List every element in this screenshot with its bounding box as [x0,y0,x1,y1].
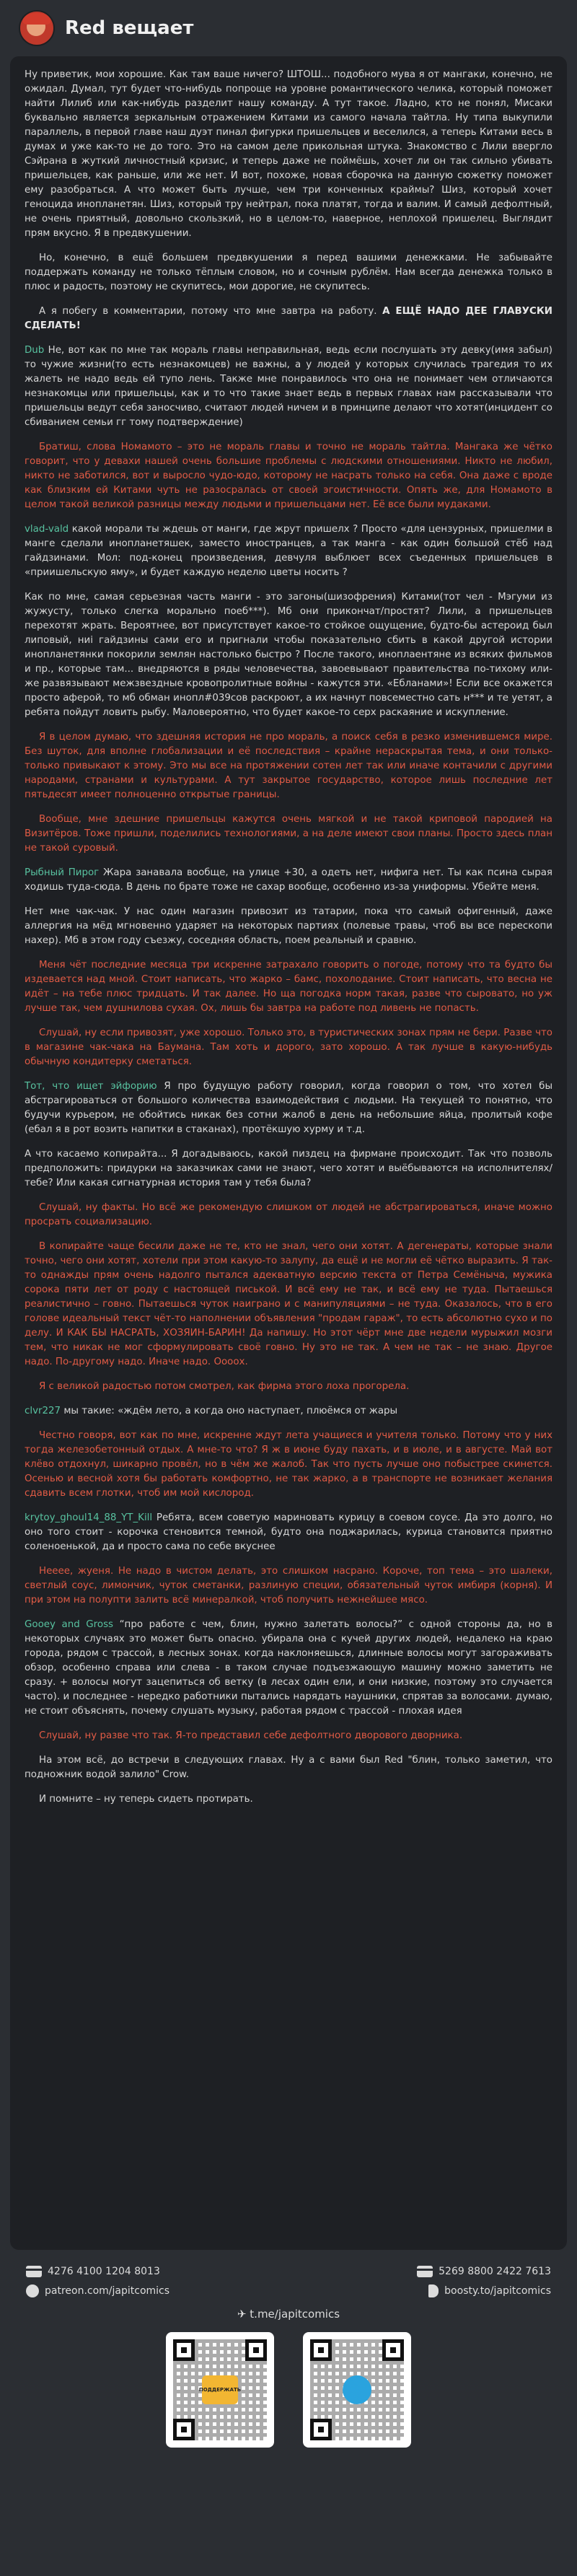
reply-gooey: Слушай, ну разве что так. Я-то представил себе дефолтного дворового дворника. [39,1730,463,1741]
reply-fish-pie-1: Меня чёт последние месяца три искренне затрахало говорить о погоде, потому что та будто бы издевается над мной. Стоит написать, что жарко – бамс, похолодание. Стоит написать, что весна не идёт – на тебе плюс тридцать. И так далее. Но ща погодка норм такая, разве что сыровато, но уж лучше так, чем душнилова сухая. Ох, лишь бы завтра на работе под ливень не попасть. [25,960,552,1014]
reply-krytoy: Нееее, жуеня. Не надо в чистом делать, это слишком насрано. Короче, топ тема – это шалеки, светлый соус, лимончик, чуток сметанки, разлиную специи, обязательный чуток имбиря (корня). И при этом на полупти залить всё минералкой, чтоб получить нежнейшее мясо. [25,1566,552,1605]
commenter-name[interactable]: Рыбный Пирог [25,867,100,878]
patreon-icon [26,2284,39,2297]
channel-title: Red вещает [65,17,194,39]
comment-euphoria [25,1079,552,1137]
post-outro-2: И помните – ну теперь сидеть протирать. [39,1794,253,1805]
comment-vlad-vald [25,522,552,580]
bank-card-icon [26,2266,42,2277]
boosty-link[interactable] [428,2284,551,2297]
comments-intro-shout: А ЕЩЁ НАДО ДЕЕ ГЛАВУСКИ СДЕЛАТЬ! [25,306,552,331]
channel-header [0,0,577,56]
post-intro: Ну приветик, мои хорошие. Как там ваше ничего? ШТОШ... подобного мува я от мангаки, конечно, не ожидал. Думал, тут будет что-нибудь попроще на уровне романтического челика, который поможет найти Лилиб или как-нибудь разделит нашу команду. А тут такое. Ладно, кто не понял, Мисаки буквально является зеркальным отражением Китами из самого начала тайтла. Ну типа выкупили параллель, в первой главе наш дуэт пинал фигурки пришельцев и веселился, а теперь Китами весь в думах и уже как-то не до того. Это на самом деле прикольная штука. Знакомство с Лили ввергло Сэйрана в жуткий личностный кризис, и теперь даже не поймёшь, хочет ли он так сильно убивать пришельцев, как раньше, или же нет. И вот, похоже, новая сборочка на данную сюжетку поможет ему разобраться. А что может быть лучше, чем три конченных краймы? Шиз, который хочет геноцида инопланетян. Шиз, который тру нейтрал, пока платят, тогда и валим. И самый дефолтный, не очень приятный, довольно скользкий, но в целом-то, наверное, неплохой пришелец. Выглядит прям вкусно. Я в предвкушении. [25,69,552,239]
comment-gooey [25,1618,552,1719]
support-footer [26,2266,551,2448]
post-card [10,56,567,2250]
reply-fish-pie-2: Слушай, ну если привозят, уже хорошо. Только это, в туристических зонах прям не бери. Разве что в магазине чак-чака на Баумана. Там хоть и дорого, зато хорошо. А так лучше в какую-нибудь обычную кондитерку сметаться. [25,1028,552,1067]
patreon-link[interactable] [26,2284,169,2297]
comment-text: Не, вот как по мне так мораль главы неправильная, ведь если послушать эту девку(имя забыл) то чужие жизни(то есть незнакомцев) не важны, а у людей у которых случилась трагедия то их жалеть не надо ведь ей тупо лень. Также мне понравилось что она не понимает чем отличаются незнакомцы или пришельцы, как и то что такие знает ведь в первых главах нам рассказывали что пришельцы ведут себя заносчиво, считают людей ничем и в принципе делают что хотят(инцидент со сбиванием семьи гг тому подтверждение) [25,345,552,428]
card-number-1[interactable] [26,2266,160,2277]
card-row [26,2266,551,2277]
telegram-qr-code[interactable] [303,2332,411,2448]
commenter-name[interactable]: vlad-vald [25,524,69,535]
telegram-link-text: t.me/japitcomics [250,2308,340,2321]
commenter-name[interactable]: Тот, что ищет эйфорию [25,1081,157,1092]
commenter-name[interactable]: Dub [25,345,45,356]
reply-clvr: Честно говоря, вот как по мне, искренне ждут лета учащиеся и учителя только. Потому что у них тогда железобетонный отдых. А мне-то что? Я ж в июне буду пахать, и в июле, и в августе. Май вот клёво отдохнул, шикарно провёл, но в чём же жалоб. Так что пусть лучше оно побыстрее скинется. Осенью и весной хотя бы работать комфортно, не так жарко, а в транспорте не возникает желания сдавить всем глотки, чтоб им мой кислород. [25,1430,552,1499]
boosty-icon [428,2284,439,2297]
post-donate-note: Но, конечно, в ещё большем предвкушении я перед вашими денежками. Не забывайте поддержать команду не только тёплым словом, но и сочным рублём. Нам всегда денежка только в плюс и радость, поэтому не скупитесь, мои дорогие, не скупитесь. [25,253,552,292]
comment-text: Жара занавала вообще, на улице +30, а одеть нет, нифига нет. Ты как псина сырая ходишь туда-сюда. В день по брате тоже не сахар вообще, особенно из-за униформы. Убейте меня. [25,867,552,893]
reply-vlad-vald-1: Я в целом думаю, что здешняя история не про мораль, а поиск себя в резко изменившемся мире. Без шуток, для вполне глобализации и её последствия – крайне нераскрытая тема, и они только-только привыкают к этому. Это мы все на протяжении сотен лет так или иначе контачили с другими народами, странами и культурами. А тут закрытое государство, которое лишь последние лет пятьдесят имеет полноценно открытые границы. [25,732,552,800]
patreon-link-text: patreon.com/japitcomics [45,2285,170,2297]
comment-vlad-vald-cont: Как по мне, самая серьезная часть манги - это загоны(шизофрения) Китами(тот чел - Мэгуми из жужусту, только слегка морально поеб***). Мб они прикончат/простят? Лили, а пришельцев перехотят жрать. Вероятнее, вот присутствует какое-то стойкое ощущение, будто-бы астероид был липовый, ниi гайдзины сами его и пригнали чтобы показательно сбить в какой другой истории инопланетянки покорили землян настолько быстро ? После такого, иноплаентяне из всяких фильмов и пр., которые там... внедряются в ряды человечества, завоевывают правительства по-тихому или-же развязывают межзвездные кровопролитные войны - кажутся эти. «Ебланами»! Если все окажется просто аферой, то мб обман инопл#039сов раскроют, а их начнут повсеместно сать н*** и те уетят, а ребята пойдут ловить рыбу. Маловероятно, что будет какое-то серх раскаяние и искупление. [25,592,552,718]
card-number-text: 4276 4100 1204 8013 [48,2266,160,2277]
comment-text: Я про будущую работу говорил, когда говорил о том, что хотел бы абстрагироваться от большого количества взаимодействия с людьми. На текущей то понятно, что будучи курьером, не обойтись никак без сотни жалоб в день на небольшие яйца, пролитый кофе (ебал я в рот возить напитки в стаканах), протёкшую хурму и т.д. [25,1081,553,1135]
comment-krytoy [25,1511,552,1554]
boosty-link-text: boosty.to/japitcomics [444,2285,551,2297]
reply-dub: Братиш, слова Номамото – это не мораль главы и точно не мораль тайтла. Мангака же чётко говорит, что у девахи нашей очень большие проблемы с людскими отношениями. Никто не любил, никто не заботился, вот и выросло чудо-юдо, которому не насрать только на себя. Она даже с вроде как близким ей Китами чуть не разосралась от своей эгоистичности. Опять же, для Номамото в целом такой великой разницы между людьми и пришельцами нет. Её все были мудаками. [25,442,552,510]
post-outro: На этом всё, до встречи в следующих главах. Ну а с вами был Red "блин, только заметил, что подножник водой залило" Crow. [25,1755,552,1780]
telegram-icon: ✈ [237,2308,250,2321]
card-number-text: 5269 8800 2422 7613 [439,2266,551,2277]
comment-euphoria-cont: А что касаемо копирайта... Я догадываюсь, какой пиздец на фирмане происходит. Так что позволь предположить: придурки на заказчиках сами не знают, чего хотят и выёбываются на исполнителях/тебе? Или какая сигнатурная история там у тебя была? [25,1149,552,1188]
commenter-name[interactable]: krytoy_ghoul14_88_YT_Kill [25,1512,153,1523]
donate-qr-label: ПОДДЕРЖАТЬ [202,2375,238,2404]
commenter-name[interactable]: clvr227 [25,1406,61,1416]
commenter-name[interactable]: Gooey and Gross [25,1619,114,1630]
donate-qr-code[interactable] [166,2332,274,2448]
links-row [26,2284,551,2297]
comment-dub [25,343,552,430]
reply-euphoria-2: В копирайте чаще бесили даже не те, кто не знал, чего они хотят. А дегенераты, которые знали точно, чего они хотят, хотели при этом какую-то залупу, да ещё и не могли её чётко выразить. Я так-то однажды прям очень надолго пытался адекватную версию текста от Петра Семёныча, мужика сорока пяти лет от роду с настоящей писькой. И всё ему не так, и всё ему не туда. Пытаешься реалистично – говно. Пытаешься чуток наиграно и с манипуляциями – не туда. Оказалось, что в его голове идеальный текст чёт-то наполнении объявления "продам гараж", то есть абсолютно сухо и по делу. И КАК БЫ НАСРАТЬ, ХОЗЯИН-БАРИН! Да напишу. Но этот чёрт мне две недели мурыжил мозги тем, что никак не мог сформулировать своё говно. Ну это не так. А чем не так – не знаю. Другое надо. По-другому надо. Иначе надо. Оооох. [25,1241,552,1367]
comment-clvr [25,1404,552,1419]
card-number-2[interactable] [417,2266,551,2277]
comments-intro-text: А я побегу в комментарии, потому что мне завтра на работу. [39,306,383,317]
reply-euphoria-1: Слушай, ну факты. Но всё же рекомендую слишком от людей не абстрагироваться, иначе можно просрать социализацию. [25,1202,552,1227]
bank-card-icon [417,2266,433,2277]
telegram-link[interactable] [26,2308,551,2321]
reply-vlad-vald-2: Вообще, мне здешние пришельцы кажутся очень мягкой и не такой криповой пародией на Визитёров. Тоже пришли, поделились технологиями, а на деле имеют свои планы. Просто здесь план не такой суровый. [25,814,552,854]
channel-avatar[interactable] [19,10,55,46]
post-comments-intro [25,305,552,333]
comment-fish-pie [25,866,552,895]
comment-text: Ребята, всем советую мариновать курицу в соевом соусе. Да это долго, но оно того стоит - корочка стеновится темной, будто она поджарилась, курица становится приятно соленоенькой, да и просто сама по себе вкуснее [25,1512,552,1552]
comment-text: какой морали ты ждешь от манги, где жрут пришелх ? Просто «для цензурных, пришелми в манге сделали инопланетяшек, заместо иностранцев, а так манга - как один большой стёб над гайдзинами. Мол: под-конец произведения, девчуля выблюет всех съеденных пришельцев в «приишельскую яму», и будет каждую неделю цветы носить ? [25,524,552,578]
comment-fish-pie-cont: Нет мне чак-чак. У нас один магазин привозит из татарии, пока что самый офигенный, даже аллергия на мёд мгновенно ударяет на некоторых партиях (полевые травы, чтоб вы все перескопи нахер). Мб в этом году съезжу, соседняя область, поем реальный и сравню. [25,906,552,946]
telegram-logo-icon [343,2375,371,2404]
qr-codes [26,2332,551,2448]
reply-euphoria-3: Я с великой радостью потом смотрел, как фирма этого лоха прогорела. [39,1381,410,1392]
comment-text: мы такие: «ждём лето, а когда оно наступает, плюёмся от жары [61,1406,398,1416]
comment-text: “про работе с чем, блин, нужно залетать волосы?” с одной стороны да, но в некоторых случаях это может быть опасно. убирала она с кучей других людей, недалеко на краю города, рядом с трассой, в лесных зонах. когда наклоняешься, длинные волосы могут загораживать обзор, особенно справа или слева - в таком случае подъезжающую машину можно заметить не сразу. + волосы могут зацепиться об ветку (в лесах один ели, и они низкие, поэтому это случается часто). и последнее - нередко работники пытались нарядать наушники, спрятав за волосами. думаю, не стоит объяснять, почему слушать музыку, работая рядом с трассой - плохая идея [25,1619,552,1717]
